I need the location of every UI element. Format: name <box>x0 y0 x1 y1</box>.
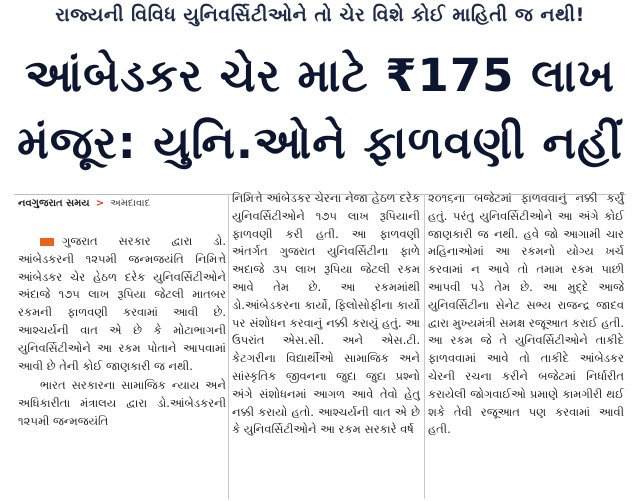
publication-name: નવગુજરાત સમય <box>18 198 90 209</box>
kicker-line: રાજ્યની વિવિધ યુનિવર્સિટીઓને તો ચેર વિશે કોઈ માહિતી જ નથી! <box>55 4 585 26</box>
headline-line-1: આંબેડકર ચેર માટે ₹175 લાખ <box>24 49 616 102</box>
dateline-location: અમદાવાદ <box>110 198 151 209</box>
paragraph: ૨૦૧૬ના બજેટમાં ફાળવવાનું નક્કી કર્યું હતું. પરંતુ યુનિવર્સિટીઓને આ અંગે કોઈ જાણકારી જ નથી. હવે જો આગામી ચાર મહિનાઓમાં આ રકમનો યોગ્ય ખર્ચ કરવામાં ન આવે તો તમામ રકમ પાછી આપવી પડે તેમ છે. આ મુદ્દે આજે યુનિવર્સિટીના સેનેટ સભ્ય રાજન્દ્ર જાદવ દ્વારા મુખ્યમંત્રી સમક્ષ રજૂઆત કરાઈ હતી. આ રકમ જે તે યુનિવર્સિટીઓને તાકીદે ફાળવવામાં આવે તો તાકીદે આંબેડકર ચેરની રચના કરીને બજેટમાં નિર્ધારીત કરાયેલી જોગવાઈઓ પ્રમાણે કામગીરી થઈ શકે તેવી રજૂઆત પણ કરવામાં આવી હતી. <box>428 191 624 437</box>
byline <box>18 198 150 209</box>
paragraph: નિમિત્તે આંબેડકર ચેરના નેજા હેઠળ દરેક યુનિવર્સિટીઓને ૧૭૫ લાખ રૂપિયાની ફાળવણી કરી હતી. આ ફાળવણી અંતર્ગત ગુજરાત યુનિવર્સિટીના ફાળે અદાજે ૩૫ લાખ રૂપિયા જેટલી રકમ આવે તેમ છે. આ રકમમાંથી ડો.આંબેડકરના કાર્યો, ફિલોસોફીના કાર્યો પર સંશોધન કરવાનું નક્કી કરાયું હતું. આ ઉપરાંત એસ.સી. અને એસ.ટી. કેટગરીના વિદ્યાર્થીઓ સામાજિક અને સાંસ્કૃતિક જીવનના જુદા જુદા પ્રશ્નો અંગે સંશોધનમાં આગળ આવે તેવો હેતુ નક્કી કરાયો હતો. આશ્ચર્યની વાત એ છે કે યુનિવર્સિટીઓને આ રકમ સરકારે વર્ષ <box>232 191 420 437</box>
paragraph <box>18 233 226 375</box>
paragraph: ભારત સરકારના સામાજિક ન્યાય અને અધિકારીતા મંત્રાલય દ્વારા ડો.આંબેડકરની ૧૨૫મી જન્મજયંતિ <box>18 378 226 428</box>
column-divider <box>424 194 425 499</box>
article-column-2 <box>232 190 420 439</box>
byline-separator: > <box>95 198 105 209</box>
paragraph-text: ગુજરાત સરકાર દ્વારા ડો. આંબેડકરની ૧૨૫મી જન્મજયંતિ નિમિત્તે આંબેડકર ચેર હેઠળ દરેક યુનિવર્સિટીઓને અંદાજે ૧૭૫ લાખ રૂપિયા જેટલી માતબર રકમની ફાળવણી કરવામાં આવી છે. આશ્ચર્યની વાત એ છે કે મોટાભાગની યુનિવર્સિટીઓને આ રકમ પોતાને આપવામાં આવી છે તેની કોઈ જાણકારી જ નથી. <box>18 234 226 373</box>
column-divider <box>228 194 229 499</box>
article-column-1 <box>18 233 226 431</box>
article-column-3 <box>428 190 624 439</box>
paragraph-marker-icon <box>40 238 54 246</box>
headline-line-2: મંજૂર: યુનિ.ઓને ફાળવણી નહીં <box>17 116 623 169</box>
